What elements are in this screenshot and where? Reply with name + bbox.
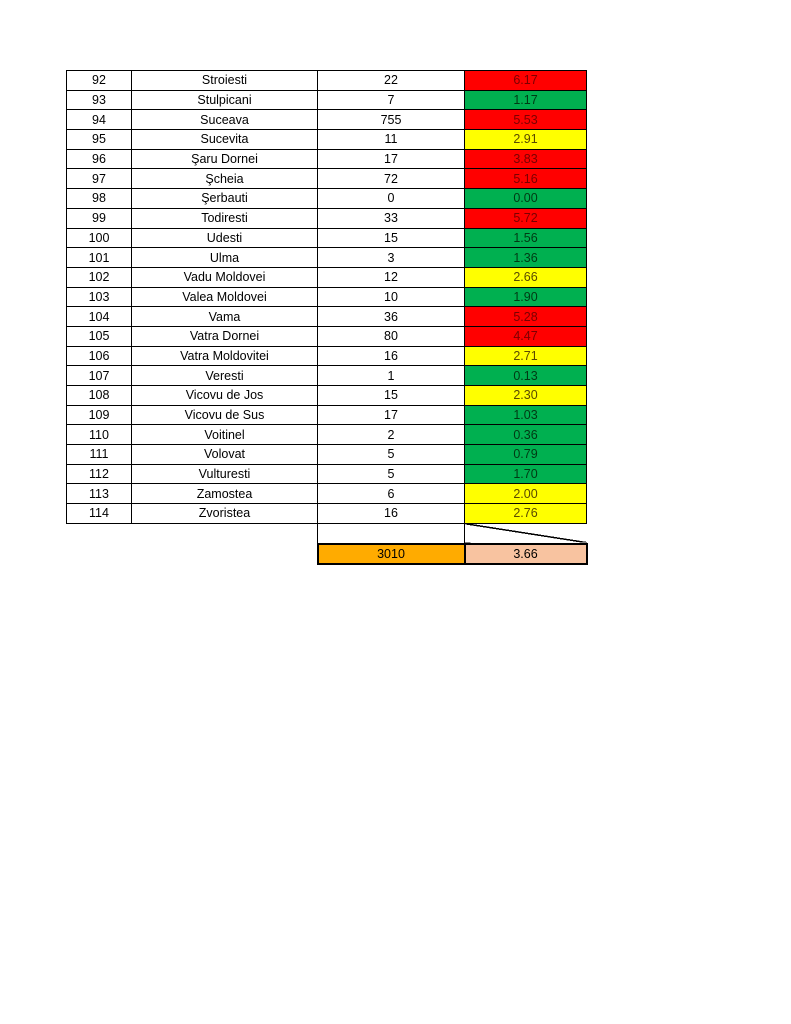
locality-name-cell[interactable]: Sucevita bbox=[132, 130, 318, 150]
count-cell[interactable]: 15 bbox=[318, 228, 465, 248]
rate-cell[interactable]: 0.79 bbox=[465, 445, 587, 465]
count-cell[interactable]: 16 bbox=[318, 504, 465, 524]
table-row bbox=[67, 307, 587, 327]
rate-cell[interactable]: 1.56 bbox=[465, 228, 587, 248]
table-row bbox=[67, 110, 587, 130]
rate-cell[interactable]: 2.30 bbox=[465, 386, 587, 406]
row-number-cell[interactable]: 96 bbox=[67, 149, 132, 169]
rate-cell[interactable]: 5.53 bbox=[465, 110, 587, 130]
row-number-cell[interactable]: 102 bbox=[67, 267, 132, 287]
blank-cell bbox=[67, 544, 132, 565]
row-number-cell[interactable]: 114 bbox=[67, 504, 132, 524]
rate-cell[interactable]: 0.36 bbox=[465, 425, 587, 445]
row-number-cell[interactable]: 99 bbox=[67, 208, 132, 228]
table-row bbox=[67, 464, 587, 484]
rate-cell[interactable]: 6.17 bbox=[465, 71, 587, 91]
row-number-cell[interactable]: 107 bbox=[67, 366, 132, 386]
blank-cell bbox=[132, 544, 318, 565]
blank-count-cell bbox=[318, 523, 465, 543]
rate-cell[interactable]: 2.91 bbox=[465, 130, 587, 150]
row-number-cell[interactable]: 92 bbox=[67, 71, 132, 91]
row-number-cell[interactable]: 111 bbox=[67, 445, 132, 465]
table-row bbox=[67, 169, 587, 189]
rate-cell[interactable]: 3.83 bbox=[465, 149, 587, 169]
locality-name-cell[interactable]: Stroiesti bbox=[132, 71, 318, 91]
locality-name-cell[interactable]: Vicovu de Jos bbox=[132, 386, 318, 406]
rate-cell[interactable]: 5.28 bbox=[465, 307, 587, 327]
locality-name-cell[interactable]: Vulturesti bbox=[132, 464, 318, 484]
table-row bbox=[67, 366, 587, 386]
locality-name-cell[interactable]: Vatra Dornei bbox=[132, 326, 318, 346]
row-number-cell[interactable]: 106 bbox=[67, 346, 132, 366]
count-cell[interactable]: 11 bbox=[318, 130, 465, 150]
rate-cell[interactable]: 1.17 bbox=[465, 90, 587, 110]
total-row bbox=[67, 544, 587, 565]
rate-cell[interactable]: 2.66 bbox=[465, 267, 587, 287]
rate-cell[interactable]: 5.16 bbox=[465, 169, 587, 189]
row-number-cell[interactable]: 110 bbox=[67, 425, 132, 445]
locality-name-cell[interactable]: Veresti bbox=[132, 366, 318, 386]
count-cell[interactable]: 15 bbox=[318, 386, 465, 406]
locality-name-cell[interactable]: Stulpicani bbox=[132, 90, 318, 110]
row-number-cell[interactable]: 93 bbox=[67, 90, 132, 110]
table-body bbox=[67, 71, 587, 524]
locality-table bbox=[66, 70, 588, 565]
count-cell[interactable]: 16 bbox=[318, 346, 465, 366]
rate-cell[interactable]: 2.76 bbox=[465, 504, 587, 524]
row-number-cell[interactable]: 97 bbox=[67, 169, 132, 189]
count-cell[interactable]: 5 bbox=[318, 445, 465, 465]
total-rate-cell[interactable]: 3.66 bbox=[465, 544, 587, 565]
count-cell[interactable]: 33 bbox=[318, 208, 465, 228]
table-row bbox=[67, 326, 587, 346]
table-row bbox=[67, 346, 587, 366]
count-cell[interactable]: 80 bbox=[318, 326, 465, 346]
rate-cell[interactable]: 2.00 bbox=[465, 484, 587, 504]
row-number-cell[interactable]: 105 bbox=[67, 326, 132, 346]
locality-name-cell[interactable]: Volovat bbox=[132, 445, 318, 465]
row-number-cell[interactable]: 108 bbox=[67, 386, 132, 406]
row-number-cell[interactable]: 104 bbox=[67, 307, 132, 327]
table-row bbox=[67, 386, 587, 406]
table-row bbox=[67, 445, 587, 465]
table-row bbox=[67, 425, 587, 445]
table-row bbox=[67, 504, 587, 524]
count-cell[interactable]: 3 bbox=[318, 248, 465, 268]
count-cell[interactable]: 2 bbox=[318, 425, 465, 445]
row-number-cell[interactable]: 103 bbox=[67, 287, 132, 307]
row-number-cell[interactable]: 112 bbox=[67, 464, 132, 484]
locality-name-cell[interactable]: Valea Moldovei bbox=[132, 287, 318, 307]
count-cell[interactable]: 755 bbox=[318, 110, 465, 130]
row-number-cell[interactable]: 101 bbox=[67, 248, 132, 268]
table-row bbox=[67, 208, 587, 228]
row-number-cell[interactable]: 94 bbox=[67, 110, 132, 130]
locality-name-cell[interactable]: Vicovu de Sus bbox=[132, 405, 318, 425]
count-cell[interactable]: 12 bbox=[318, 267, 465, 287]
table-row bbox=[67, 484, 587, 504]
rate-cell[interactable]: 1.70 bbox=[465, 464, 587, 484]
table-row bbox=[67, 90, 587, 110]
locality-name-cell[interactable]: Ulma bbox=[132, 248, 318, 268]
table-row bbox=[67, 189, 587, 209]
table-row bbox=[67, 228, 587, 248]
row-number-cell[interactable]: 95 bbox=[67, 130, 132, 150]
count-cell[interactable]: 17 bbox=[318, 149, 465, 169]
count-cell[interactable]: 1 bbox=[318, 366, 465, 386]
table-row bbox=[67, 287, 587, 307]
blank-cell bbox=[132, 523, 318, 543]
count-cell[interactable]: 6 bbox=[318, 484, 465, 504]
locality-name-cell[interactable]: Voitinel bbox=[132, 425, 318, 445]
row-number-cell[interactable]: 98 bbox=[67, 189, 132, 209]
locality-name-cell[interactable]: Suceava bbox=[132, 110, 318, 130]
locality-name-cell[interactable]: Vadu Moldovei bbox=[132, 267, 318, 287]
count-cell[interactable]: 10 bbox=[318, 287, 465, 307]
rate-cell[interactable]: 5.72 bbox=[465, 208, 587, 228]
row-number-cell[interactable]: 109 bbox=[67, 405, 132, 425]
table-row bbox=[67, 267, 587, 287]
locality-name-cell[interactable]: Şaru Dornei bbox=[132, 149, 318, 169]
blank-row bbox=[67, 523, 587, 543]
rate-cell[interactable]: 1.36 bbox=[465, 248, 587, 268]
locality-name-cell[interactable]: Zvoristea bbox=[132, 504, 318, 524]
locality-name-cell[interactable]: Vama bbox=[132, 307, 318, 327]
locality-name-cell[interactable]: Todiresti bbox=[132, 208, 318, 228]
locality-name-cell[interactable]: Vatra Moldovitei bbox=[132, 346, 318, 366]
table-row bbox=[67, 71, 587, 91]
rate-cell[interactable]: 0.00 bbox=[465, 189, 587, 209]
locality-name-cell[interactable]: Udesti bbox=[132, 228, 318, 248]
locality-name-cell[interactable]: Zamostea bbox=[132, 484, 318, 504]
rate-cell[interactable]: 0.13 bbox=[465, 366, 587, 386]
row-number-cell[interactable]: 100 bbox=[67, 228, 132, 248]
table-footer bbox=[67, 523, 587, 564]
rate-cell[interactable]: 4.47 bbox=[465, 326, 587, 346]
row-number-cell[interactable]: 113 bbox=[67, 484, 132, 504]
table-row bbox=[67, 149, 587, 169]
rate-cell[interactable]: 1.03 bbox=[465, 405, 587, 425]
count-cell[interactable]: 72 bbox=[318, 169, 465, 189]
table-row bbox=[67, 130, 587, 150]
rate-cell[interactable]: 1.90 bbox=[465, 287, 587, 307]
count-cell[interactable]: 36 bbox=[318, 307, 465, 327]
count-cell[interactable]: 17 bbox=[318, 405, 465, 425]
count-cell[interactable]: 7 bbox=[318, 90, 465, 110]
total-count-cell[interactable]: 3010 bbox=[318, 544, 465, 565]
diagonal-cell bbox=[465, 523, 587, 543]
rate-cell[interactable]: 2.71 bbox=[465, 346, 587, 366]
blank-cell bbox=[67, 523, 132, 543]
locality-name-cell[interactable]: Şerbauti bbox=[132, 189, 318, 209]
count-cell[interactable]: 22 bbox=[318, 71, 465, 91]
count-cell[interactable]: 5 bbox=[318, 464, 465, 484]
count-cell[interactable]: 0 bbox=[318, 189, 465, 209]
table-row bbox=[67, 405, 587, 425]
locality-name-cell[interactable]: Şcheia bbox=[132, 169, 318, 189]
table-row bbox=[67, 248, 587, 268]
